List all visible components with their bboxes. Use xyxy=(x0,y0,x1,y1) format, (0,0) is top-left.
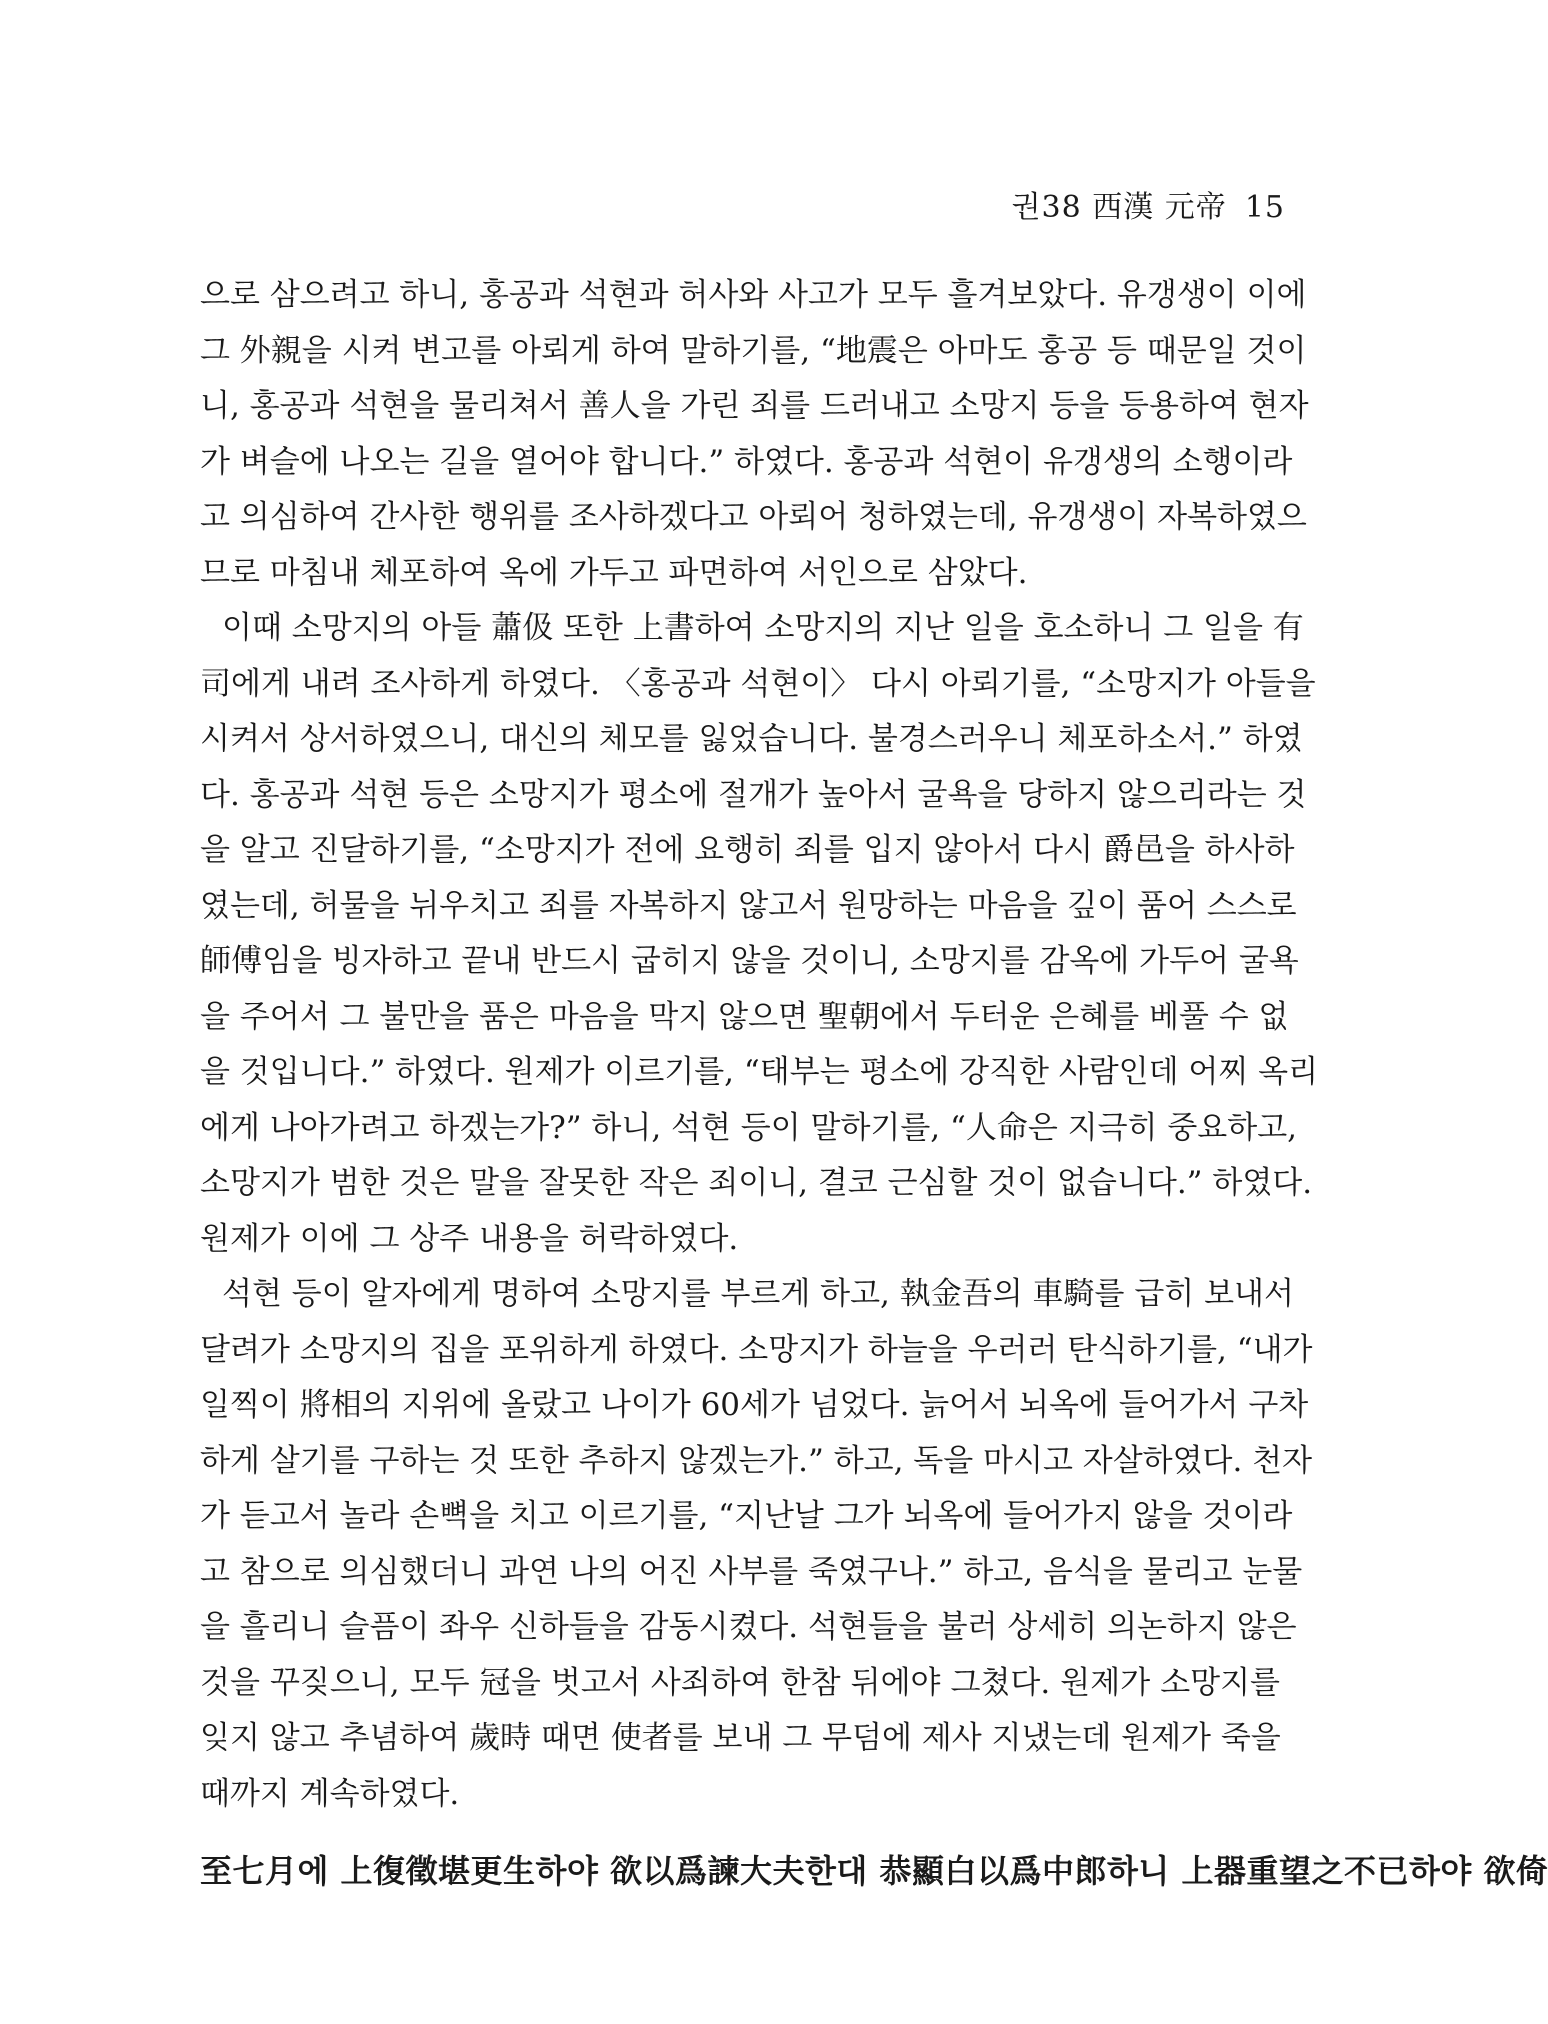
text-line: 을 알고 진달하기를, “소망지가 전에 요행히 죄를 입지 않아서 다시 爵邑을 하사하 xyxy=(200,832,1295,868)
running-header xyxy=(1012,182,1285,226)
text-line: 것을 꾸짖으니, 모두 冠을 벗고서 사죄하여 한참 뒤에야 그쳤다. 원제가 소망지를 xyxy=(200,1664,1280,1701)
page-body xyxy=(200,268,1548,1900)
text-line: 이때 소망지의 아들 蕭伋 또한 上書하여 소망지의 지난 일을 호소하니 그 일을 有 xyxy=(222,610,1304,646)
text-line: 에게 나아가려고 하겠는가?” 하니, 석현 등이 말하기를, “人命은 지극히 중요하고, xyxy=(200,1109,1297,1146)
text-line: 다. 홍공과 석현 등은 소망지가 평소에 절개가 높아서 굴욕을 당하지 않으리라는 것 xyxy=(200,776,1307,813)
text-line: 고 의심하여 간사한 행위를 조사하겠다고 아뢰어 청하였는데, 유갱생이 자복하였으 xyxy=(200,499,1307,535)
text-line: 을 것입니다.” 하였다. 원제가 이르기를, “태부는 평소에 강직한 사람인데 어찌 옥리 xyxy=(200,1054,1319,1090)
text-line: 하게 살기를 구하는 것 또한 추하지 않겠는가.” 하고, 독을 마시고 자살하였다. 천자 xyxy=(200,1442,1313,1479)
page-number: 15 xyxy=(1244,190,1285,225)
text-line: 므로 마침내 체포하여 옥에 가두고 파면하여 서인으로 삼았다. xyxy=(200,554,1028,591)
text-line: 였는데, 허물을 뉘우치고 죄를 자복하지 않고서 원망하는 마음을 깊이 품어 스스로 xyxy=(200,887,1297,924)
paragraph-2 xyxy=(200,601,1319,1267)
text-line: 가 벼슬에 나오는 길을 열어야 합니다.” 하였다. 홍공과 석현이 유갱생의 소행이라 xyxy=(200,443,1293,480)
text-line: 달려가 소망지의 집을 포위하게 하였다. 소망지가 하늘을 우러러 탄식하기를, “내가 xyxy=(200,1331,1313,1368)
chapter-title: 권38 西漢 元帝 xyxy=(1011,190,1227,225)
text-line: 으로 삼으려고 하니, 홍공과 석현과 허사와 사고가 모두 흘겨보았다. 유갱생이 이에 xyxy=(200,277,1307,313)
text-line: 때까지 계속하였다. xyxy=(200,1775,460,1812)
text-line: 을 주어서 그 불만을 품은 마음을 막지 않으면 聖朝에서 두터운 은혜를 베풀 수 없 xyxy=(200,998,1289,1035)
hanmun-original-text: 至七月에 上復徵堪更生하야 欲以爲諫大夫한대 恭顯白以爲中郎하니 上器重望之不已하야 欲倚 xyxy=(200,1852,1548,1890)
text-line: 가 듣고서 놀라 손뼉을 치고 이르기를, “지난날 그가 뇌옥에 들어가지 않을 것이라 xyxy=(200,1498,1293,1534)
paragraph-3 xyxy=(200,1267,1313,1822)
paragraph-1 xyxy=(200,268,1309,601)
text-line: 고 참으로 의심했더니 과연 나의 어진 사부를 죽였구나.” 하고, 음식을 물리고 눈물 xyxy=(200,1553,1303,1590)
text-line: 師傅임을 빙자하고 끝내 반드시 굽히지 않을 것이니, 소망지를 감옥에 가두어 굴욕 xyxy=(200,943,1299,979)
text-line: 일찍이 將相의 지위에 올랐고 나이가 60세가 넘었다. 늙어서 뇌옥에 들어가서 구차 xyxy=(200,1387,1309,1423)
text-line: 잊지 않고 추념하여 歲時 때면 使者를 보내 그 무덤에 제사 지냈는데 원제가 죽을 xyxy=(200,1720,1281,1756)
text-line: 시켜서 상서하였으니, 대신의 체모를 잃었습니다. 불경스러우니 체포하소서.” 하였 xyxy=(200,721,1303,757)
text-line: 을 흘리니 슬픔이 좌우 신하들을 감동시켰다. 석현들을 불러 상세히 의논하지 않은 xyxy=(200,1609,1297,1645)
text-line: 司에게 내려 조사하게 하였다. 〈홍공과 석현이〉 다시 아뢰기를, “소망지가 아들을 xyxy=(200,665,1316,702)
text-line: 소망지가 범한 것은 말을 잘못한 작은 죄이니, 결코 근심할 것이 없습니다.” 하였다. xyxy=(200,1165,1313,1201)
text-line: 니, 홍공과 석현을 물리쳐서 善人을 가린 죄를 드러내고 소망지 등을 등용하여 현자 xyxy=(200,388,1309,424)
text-line: 원제가 이에 그 상주 내용을 허락하였다. xyxy=(200,1220,739,1257)
text-line: 석현 등이 알자에게 명하여 소망지를 부르게 하고, 執金吾의 車騎를 급히 보내서 xyxy=(222,1276,1294,1312)
text-line: 그 外親을 시켜 변고를 아뢰게 하여 말하기를, “地震은 아마도 홍공 등 때문일 것이 xyxy=(200,332,1307,369)
